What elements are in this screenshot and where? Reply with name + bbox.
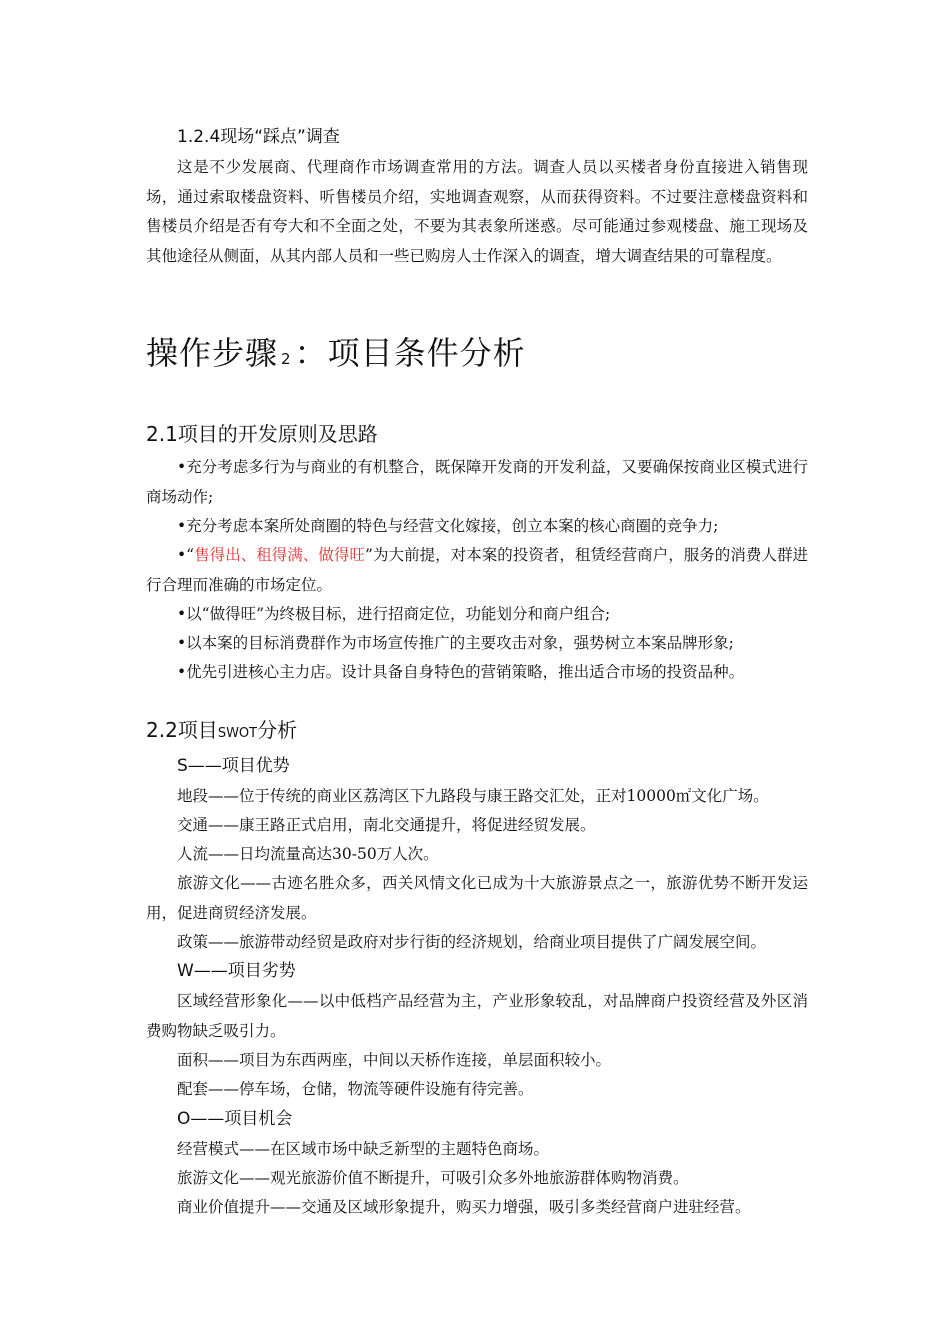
step-2-title [146, 333, 526, 379]
heading-pre: 2.2项目 [146, 718, 218, 742]
swot-w-title: W——项目劣势 [177, 961, 296, 981]
bullet-item: •优先引进核心主力店。设计具备自身特色的营销策略，推出适合市场的投资品种。 [177, 663, 745, 681]
bullet-item: •充分考虑多行为与商业的有机整合，既保障开发商的开发利益，又要确保按商业区模式进行商场动作; [146, 458, 808, 506]
swot-item: 面积——项目为东西两座，中间以天桥作连接，单层面积较小。 [177, 1051, 612, 1069]
bullet-item: •以“做得旺”为终极目标，进行招商定位，功能划分和商户组合; [177, 605, 611, 623]
swot-item: 人流——日均流量高达30-50万人次。 [177, 845, 439, 863]
swot-item: 政策——旅游带动经贸是政府对步行街的经济规划，给商业项目提供了广阔发展空间。 [177, 933, 767, 951]
swot-item: 配套——停车场，仓储，物流等硬件设施有待完善。 [177, 1080, 534, 1098]
swot-o-title: O——项目机会 [177, 1109, 293, 1129]
swot-item: 旅游文化——观光旅游价值不断提升，可吸引众多外地旅游群体购物消费。 [177, 1169, 689, 1187]
step-title-prefix: 操作步骤 [146, 334, 279, 372]
paragraph-site-survey: 这是不少发展商、代理商作市场调查常用的方法。调查人员以买楼者身份直接进入销售现场，通过索取楼盘资料、听售楼员介绍，实地调查观察，从而获得资料。不过要注意楼盘资料和售楼员介绍是否有夸大和不全面之处，不要为其表象所迷惑。尽可能通过参观楼盘、施工现场及其他途径从侧面，从其内部人员和一些已购房人士作深入的调查，增大调查结果的可靠程度。 [146, 158, 808, 265]
swot-item: 经营模式——在区域市场中缺乏新型的主题特色商场。 [177, 1140, 550, 1158]
heading-1-2-4: 1.2.4现场“踩点”调查 [177, 127, 340, 147]
swot-item: 区域经营形象化——以中低档产品经营为主，产业形象较乱，对品牌商户投资经营及外区消费购物缺乏吸引力。 [146, 992, 808, 1040]
bullet-prefix: •“ [177, 546, 195, 564]
bullet-item-highlight [146, 541, 808, 600]
swot-s-title: S——项目优势 [177, 756, 290, 776]
bullet-suffix: ”为大前提，对本案的投资者，租赁经营商户，服务的消费人群进行合理而准确的市场定位。 [146, 546, 808, 594]
swot-item: 地段——位于传统的商业区荔湾区下九路段与康王路交汇处，正对10000㎡文化广场。 [177, 787, 769, 805]
highlight-slogan: 售得出、租得满、做得旺 [194, 546, 366, 564]
step-number: 2 [281, 350, 292, 368]
swot-item: 商业价值提升——交通及区域形象提升，购买力增强，吸引多类经营商户进驻经营。 [177, 1198, 751, 1216]
swot-item: 交通——康王路正式启用，南北交通提升，将促进经贸发展。 [177, 816, 596, 834]
heading-swot: SWOT [217, 726, 258, 741]
heading-2-1: 2.1项目的开发原则及思路 [146, 422, 378, 446]
heading-post: 分析 [257, 718, 298, 742]
swot-item: 旅游文化——古迹名胜众多，西关风情文化已成为十大旅游景点之一，旅游优势不断开发运用，促进商贸经济发展。 [146, 874, 808, 922]
bullet-item: •以本案的目标消费群作为市场宣传推广的主要攻击对象，强势树立本案品牌形象; [177, 634, 734, 652]
heading-2-2 [146, 717, 297, 747]
step-title-suffix: ：项目条件分析 [294, 334, 526, 372]
bullet-item: •充分考虑本案所处商圈的特色与经营文化嫁接，创立本案的核心商圈的竞争力; [177, 517, 719, 535]
